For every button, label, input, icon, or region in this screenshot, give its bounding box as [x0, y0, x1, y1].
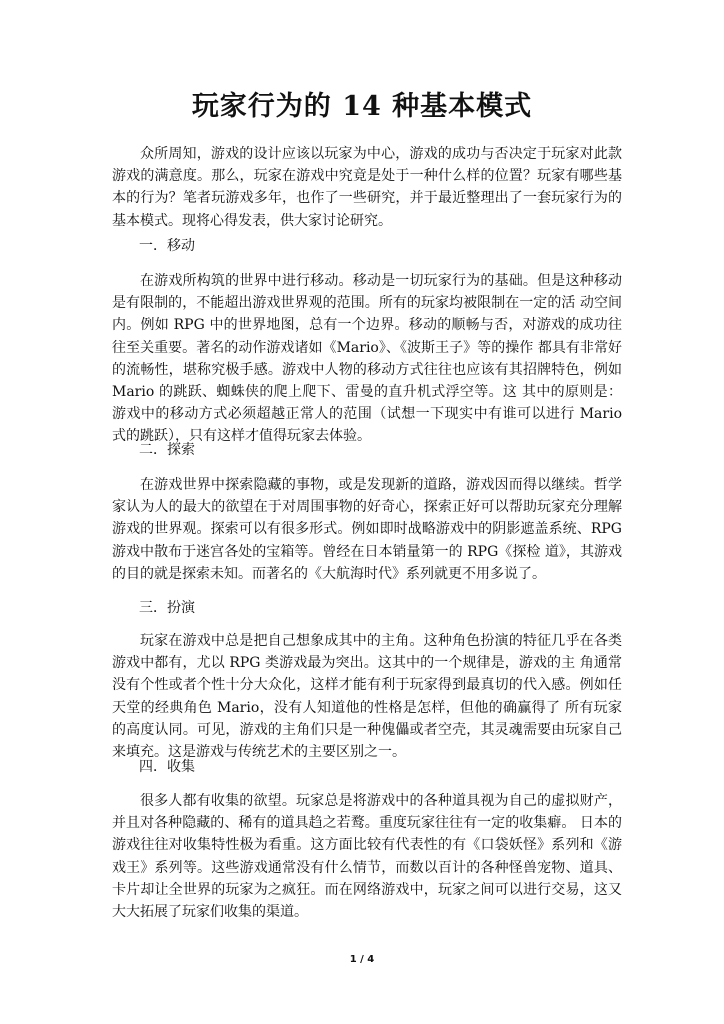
document-title: 玩家行为的 14 种基本模式: [191, 91, 533, 122]
section-body-move: 在游戏所构筑的世界中进行移动。移动是一切玩家行为的基础。但是这种移动是有限制的，不能超出游戏世界观的范围。所有的玩家均被限制在一定的活 动空间内。例如 RPG 中的世界地图，总有一个边界。移动的顺畅与否，对游戏的成功往往至关重要。著名的动作游戏诸如《Mario》、《波斯王子》等的操作 都具有非常好的流畅性，堪称究极手感。游戏中人物的移动方式往往也应该有其招牌特色，例如 Mario 的跳跃、蜘蛛侠的爬上爬下、雷曼的直升机式浮空等。这 其中的原则是：游戏中的移动方式必须超越正常人的范围（试想一下现实中有谁可以进行 Mario 式的跳跃），只有这样才值得玩家去体验。: [112, 273, 622, 445]
section-heading-collect: 四．收集: [139, 759, 195, 775]
section-body-collect: 很多人都有收集的欲望。玩家总是将游戏中的各种道具视为自己的虚拟财产，并且对各种隐藏的、稀有的道具趋之若鹜。重度玩家往往有一定的收集癖。 日本的游戏往往对收集特性极为看重。这方面比较有代表性的有《口袋妖怪》系列和《游戏王》系列等。这些游戏通常没有什么情节，而数以百计的各种怪兽宠物、道具、卡片却让全世界的玩家为之疯狂。而在网络游戏中，玩家之间可以进行交易，这又大大拓展了玩家们收集的渠道。: [112, 793, 622, 921]
section-heading-explore: 二．探索: [139, 442, 195, 458]
section-body-roleplay: 玩家在游戏中总是把自己想象成其中的主角。这种角色扮演的特征几乎在各类游戏中都有，尤以 RPG 类游戏最为突出。这其中的一个规律是，游戏的主 角通常没有个性或者个性十分大众化，这样才能有利于玩家得到最真切的代入感。例如任天堂的经典角色 Mario，没有人知道他的性格是怎样，但他的确赢得了 所有玩家的高度认同。可见，游戏的主角们只是一种傀儡或者空壳，其灵魂需要由玩家自己来填充。这是游戏与传统艺术的主要区别之一。: [112, 633, 622, 761]
page-number: 1 / 4: [349, 954, 375, 965]
section-body-explore: 在游戏世界中探索隐藏的事物，或是发现新的道路，游戏因而得以继续。哲学家认为人的最大的欲望在于对周围事物的好奇心，探索正好可以帮助玩家充分理解游戏的世界观。探索可以有很多形式。例如即时战略游戏中的阴影遮盖系统、RPG 游戏中散布于迷宫各处的宝箱等。曾经在日本销量第一的 RPG《探检 道》，其游戏的目的就是探索未知。而著名的《大航海时代》系列就更不用多说了。: [112, 477, 622, 582]
section-heading-roleplay: 三．扮演: [139, 600, 195, 616]
section-heading-move: 一．移动: [139, 238, 195, 254]
intro-paragraph: 众所周知，游戏的设计应该以玩家为中心，游戏的成功与否决定于玩家对此款游戏的满意度。那么，玩家在游戏中究竟是处于一种什么样的位置？玩家有哪些基本的行为？笔者玩游戏多年，也作了一些研究，并于最近整理出了一套玩家行为的基本模式。现将心得发表，供大家讨论研究。: [112, 146, 622, 229]
